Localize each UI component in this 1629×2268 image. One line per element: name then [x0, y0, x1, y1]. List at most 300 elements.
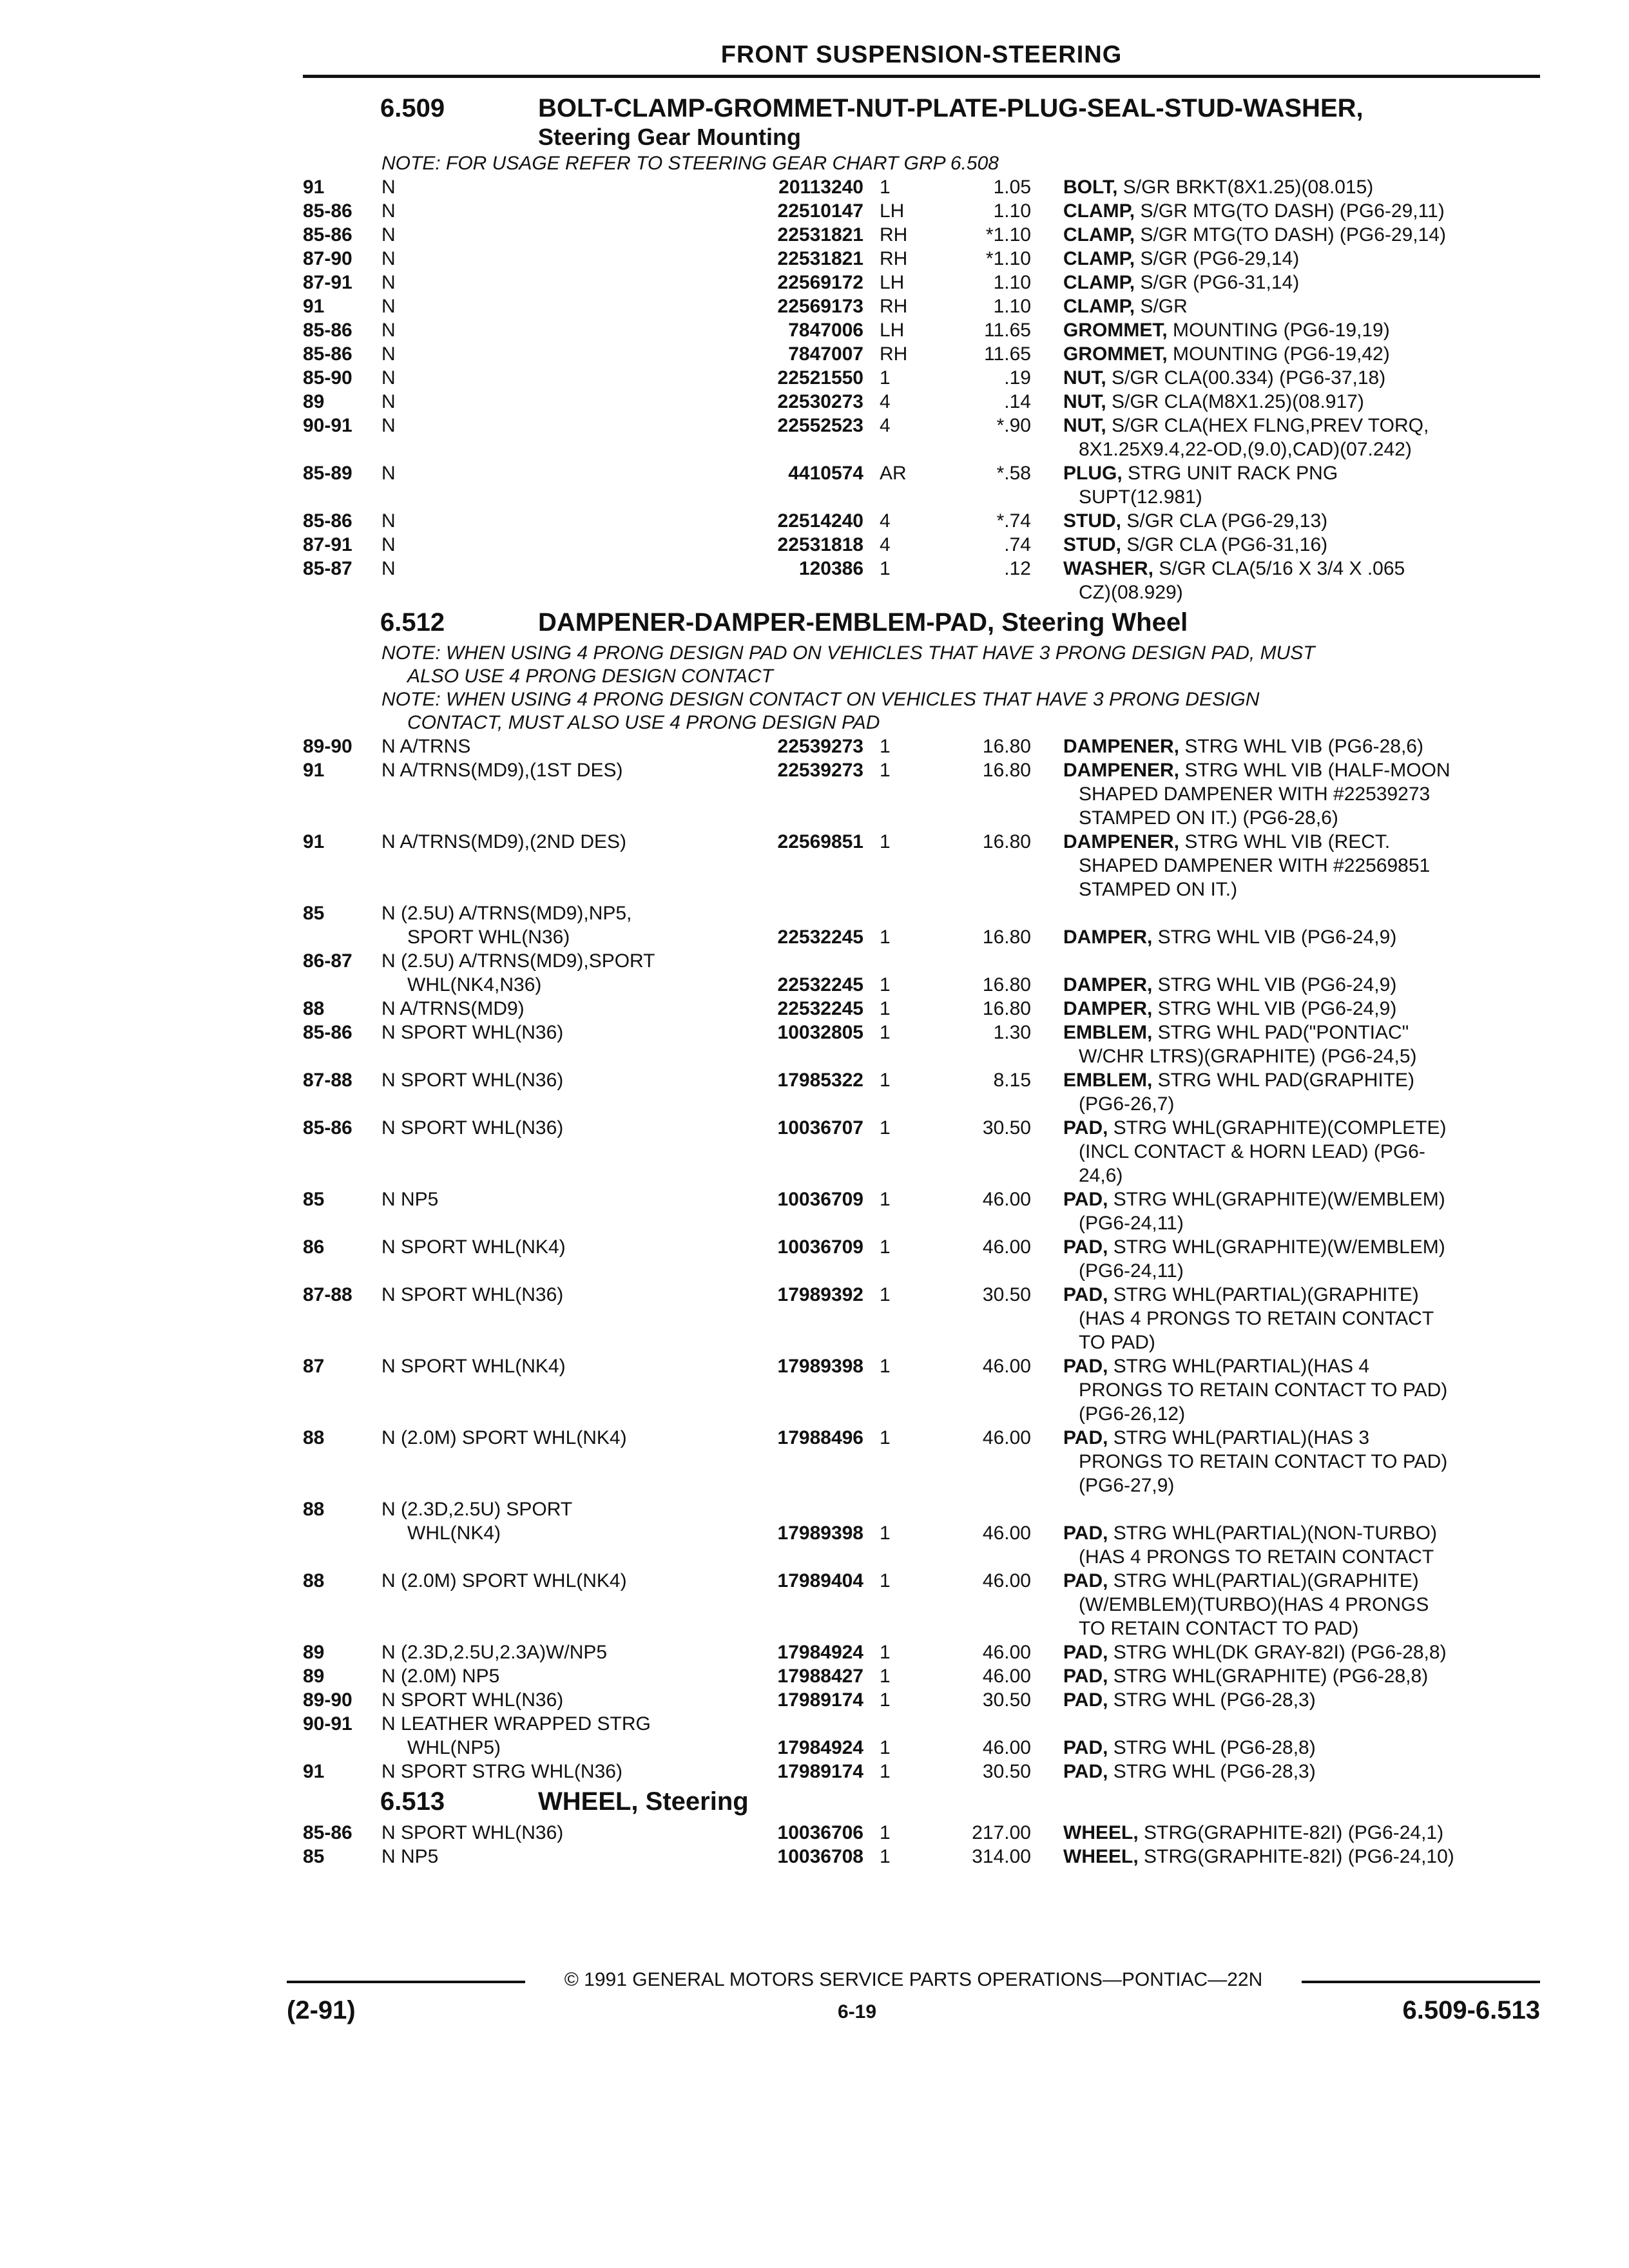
part-description-text: 24,6)	[1079, 1165, 1123, 1186]
part-keyword: CLAMP,	[1063, 200, 1135, 222]
part-description	[1063, 366, 1547, 390]
part-number: 17989404	[777, 1570, 863, 1591]
part-row-continuation	[303, 1211, 1547, 1235]
model-years: 89	[303, 391, 325, 412]
part-description	[1063, 1760, 1547, 1783]
section-note	[381, 152, 1548, 175]
quantity: 4	[880, 415, 891, 436]
usage-text: N SPORT WHL(N36)	[381, 1822, 564, 1843]
model-years: 89-90	[303, 1689, 352, 1711]
price: 16.80	[982, 831, 1031, 852]
part-keyword: CLAMP,	[1063, 224, 1135, 245]
part-keyword: GROMMET,	[1063, 320, 1168, 341]
model-years: 87-91	[303, 272, 352, 293]
part-description	[1063, 1426, 1547, 1450]
part-description-text: STAMPED ON IT.)	[1079, 879, 1238, 900]
part-description	[1063, 557, 1547, 581]
part-keyword: PAD,	[1063, 1666, 1108, 1687]
usage-text: N SPORT WHL(N36)	[381, 1022, 564, 1043]
usage-text: N (2.0M) SPORT WHL(NK4)	[381, 1427, 627, 1448]
section-number: 6.509	[380, 94, 445, 122]
part-row-continuation	[303, 1545, 1547, 1569]
part-number: 17989174	[777, 1761, 863, 1782]
part-description	[1063, 1211, 1547, 1235]
part-description-text: STRG WHL VIB (RECT.	[1179, 831, 1391, 852]
footer-page-number: 6-19	[838, 2001, 877, 2023]
usage-text: N SPORT WHL(N36)	[381, 1117, 564, 1139]
quantity: 1	[880, 998, 891, 1019]
part-description-text: STRG WHL(PARTIAL)(GRAPHITE)	[1108, 1284, 1419, 1305]
quantity: 1	[880, 1427, 891, 1448]
part-description	[1063, 199, 1547, 223]
model-years: 87-88	[303, 1284, 352, 1305]
model-years: 89	[303, 1642, 325, 1663]
part-number: 22531821	[777, 224, 863, 245]
price: 217.00	[972, 1822, 1031, 1843]
part-description	[1063, 854, 1547, 878]
part-description-text: S/GR CLA (PG6-31,16)	[1121, 534, 1328, 555]
section-number: 6.513	[380, 1787, 445, 1816]
quantity: 1	[880, 1523, 891, 1544]
part-row-continuation	[303, 1593, 1547, 1617]
part-number: 22532245	[777, 927, 863, 948]
part-keyword: STUD,	[1063, 534, 1121, 555]
price: 46.00	[982, 1427, 1031, 1448]
price: 1.05	[993, 177, 1031, 198]
part-description-text: STRG WHL VIB (PG6-24,9)	[1152, 998, 1397, 1019]
part-keyword: WASHER,	[1063, 558, 1154, 579]
part-description	[1063, 533, 1547, 557]
part-description	[1063, 1092, 1547, 1116]
price: 1.10	[993, 272, 1031, 293]
part-description	[1063, 1164, 1547, 1187]
part-description	[1063, 1450, 1547, 1474]
usage-text: N	[381, 534, 396, 555]
part-description	[1063, 1821, 1547, 1845]
part-description-text: (PG6-27,9)	[1079, 1475, 1175, 1496]
part-description	[1063, 485, 1547, 509]
price: 16.80	[982, 998, 1031, 1019]
usage-text: N SPORT WHL(NK4)	[381, 1356, 566, 1377]
usage-text: WHL(NK4)	[407, 1523, 501, 1544]
quantity: RH	[880, 343, 908, 365]
note-line: NOTE: WHEN USING 4 PRONG DESIGN CONTACT ON VEHICLES THAT HAVE 3 PRONG DESIGN	[381, 689, 1260, 710]
part-keyword: DAMPENER,	[1063, 736, 1180, 757]
part-description-text: S/GR CLA(5/16 X 3/4 X .065	[1153, 558, 1405, 579]
part-description	[1063, 782, 1547, 806]
part-description-text: STRG WHL(DK GRAY-82I) (PG6-28,8)	[1108, 1642, 1447, 1663]
price: 16.80	[982, 736, 1031, 757]
usage-text: N NP5	[381, 1189, 439, 1210]
part-row	[303, 1688, 1547, 1712]
part-description-text: STRG(GRAPHITE-82I) (PG6-24,1)	[1138, 1822, 1444, 1843]
part-number: 22521550	[777, 367, 863, 389]
part-description	[1063, 461, 1547, 485]
part-row	[303, 1021, 1547, 1044]
quantity: AR	[880, 463, 907, 484]
part-row-continuation	[303, 1164, 1547, 1187]
quantity: 4	[880, 534, 891, 555]
price: 30.50	[982, 1761, 1031, 1782]
part-number: 22569172	[777, 272, 863, 293]
price: 11.65	[984, 343, 1031, 365]
model-years: 85-86	[303, 200, 352, 222]
part-row-continuation	[303, 854, 1547, 878]
quantity: 1	[880, 367, 891, 389]
part-row	[303, 1354, 1547, 1378]
quantity: 1	[880, 1666, 891, 1687]
part-row	[303, 1068, 1547, 1092]
part-row	[303, 1497, 1547, 1521]
part-description-text: (INCL CONTACT & HORN LEAD) (PG6-	[1079, 1141, 1425, 1162]
quantity: 1	[880, 1846, 891, 1867]
part-keyword: PAD,	[1063, 1189, 1108, 1210]
quantity: RH	[880, 296, 908, 317]
part-row	[303, 294, 1547, 318]
quantity: 1	[880, 831, 891, 852]
part-description-text: (PG6-24,11)	[1079, 1260, 1184, 1282]
part-description	[1063, 581, 1547, 604]
part-row	[303, 830, 1547, 854]
part-description-text: STRG WHL(PARTIAL)(NON-TURBO)	[1108, 1523, 1438, 1544]
part-row	[303, 1426, 1547, 1450]
part-description	[1063, 1021, 1547, 1044]
part-description	[1063, 1116, 1547, 1140]
part-row	[303, 509, 1547, 533]
model-years: 85-87	[303, 558, 352, 579]
usage-text: N	[381, 200, 396, 222]
part-description	[1063, 1354, 1547, 1378]
part-number: 17985322	[777, 1070, 863, 1091]
price: *.58	[996, 463, 1031, 484]
part-description-text: S/GR MTG(TO DASH) (PG6-29,14)	[1135, 224, 1446, 245]
model-years: 85-86	[303, 510, 352, 532]
part-description	[1063, 1688, 1547, 1712]
part-description	[1063, 271, 1547, 294]
part-description-text: S/GR (PG6-29,14)	[1135, 248, 1300, 269]
model-years: 85	[303, 903, 325, 924]
part-number: 10032805	[777, 1022, 863, 1043]
quantity: 1	[880, 1761, 891, 1782]
part-description-text: (PG6-24,11)	[1079, 1213, 1184, 1234]
part-number: 22510147	[777, 200, 863, 222]
usage-text: N (2.0M) NP5	[381, 1666, 500, 1687]
part-description	[1063, 806, 1547, 830]
part-description	[1063, 1068, 1547, 1092]
part-keyword: PAD,	[1063, 1236, 1108, 1258]
part-row	[303, 1283, 1547, 1307]
note-line: ALSO USE 4 PRONG DESIGN CONTACT	[407, 666, 773, 687]
quantity: 1	[880, 974, 891, 995]
quantity: LH	[880, 320, 905, 341]
section-title: WHEEL, Steering	[538, 1787, 749, 1816]
part-description-text: CZ)(08.929)	[1079, 582, 1183, 603]
usage-text: N SPORT WHL(N36)	[381, 1689, 564, 1711]
part-description	[1063, 1331, 1547, 1354]
part-description	[1063, 1283, 1547, 1307]
quantity: 1	[880, 927, 891, 948]
quantity: 1	[880, 1070, 891, 1091]
usage-text: N (2.0M) SPORT WHL(NK4)	[381, 1570, 627, 1591]
part-description	[1063, 1736, 1547, 1760]
part-keyword: WHEEL,	[1063, 1846, 1139, 1867]
part-keyword: EMBLEM,	[1063, 1022, 1153, 1043]
part-keyword: PAD,	[1063, 1356, 1108, 1377]
part-keyword: CLAMP,	[1063, 296, 1135, 317]
part-number: 17984924	[777, 1642, 863, 1663]
usage-text: N SPORT WHL(N36)	[381, 1070, 564, 1091]
part-description-text: S/GR CLA(00.334) (PG6-37,18)	[1106, 367, 1386, 389]
part-description-text: STAMPED ON IT.) (PG6-28,6)	[1079, 807, 1338, 829]
part-description-text: STRG(GRAPHITE-82I) (PG6-24,10)	[1138, 1846, 1454, 1867]
part-row-continuation	[303, 1044, 1547, 1068]
part-description	[1063, 1044, 1547, 1068]
part-description-text: STRG WHL(GRAPHITE) (PG6-28,8)	[1108, 1666, 1429, 1687]
part-description-text: STRG WHL PAD("PONTIAC"	[1152, 1022, 1409, 1043]
usage-text: N SPORT WHL(N36)	[381, 1284, 564, 1305]
model-years: 85	[303, 1846, 325, 1867]
model-years: 90-91	[303, 1713, 352, 1735]
part-description-text: SUPT(12.981)	[1079, 486, 1202, 508]
part-row	[303, 901, 1547, 925]
part-description	[1063, 1569, 1547, 1593]
part-description	[1063, 735, 1547, 758]
part-description-text: (HAS 4 PRONGS TO RETAIN CONTACT	[1079, 1308, 1434, 1329]
usage-text: N (2.5U) A/TRNS(MD9),SPORT	[381, 950, 655, 972]
part-row	[303, 997, 1547, 1021]
quantity: 1	[880, 1737, 891, 1758]
part-number: 17984924	[777, 1737, 863, 1758]
part-description	[1063, 1402, 1547, 1426]
part-description	[1063, 1664, 1547, 1688]
part-row-continuation	[303, 1092, 1547, 1116]
model-years: 88	[303, 998, 325, 1019]
part-description	[1063, 1617, 1547, 1640]
part-row-continuation	[303, 806, 1547, 830]
part-number: 17989174	[777, 1689, 863, 1711]
part-row-continuation	[303, 1474, 1547, 1497]
price: .14	[1004, 391, 1031, 412]
price: 46.00	[982, 1737, 1031, 1758]
part-description-text: S/GR CLA(M8X1.25)(08.917)	[1106, 391, 1364, 412]
usage-text: N A/TRNS(MD9)	[381, 998, 525, 1019]
part-number: 17989398	[777, 1356, 863, 1377]
part-keyword: GROMMET,	[1063, 343, 1168, 365]
part-description	[1063, 318, 1547, 342]
part-row-continuation	[303, 1331, 1547, 1354]
model-years: 85-86	[303, 224, 352, 245]
quantity: 1	[880, 1689, 891, 1711]
part-row-continuation	[303, 1259, 1547, 1283]
part-description	[1063, 1521, 1547, 1545]
part-number: 10036706	[777, 1822, 863, 1843]
price: 1.10	[993, 296, 1031, 317]
part-keyword: DAMPER,	[1063, 998, 1153, 1019]
part-description-text: PRONGS TO RETAIN CONTACT TO PAD)	[1079, 1451, 1448, 1472]
part-row	[303, 318, 1547, 342]
section-heading	[303, 94, 1547, 128]
price: 11.65	[984, 320, 1031, 341]
header-rule	[303, 75, 1540, 78]
price: *.74	[996, 510, 1031, 532]
part-row	[303, 1760, 1547, 1783]
part-number: 120386	[798, 558, 863, 579]
part-description-text: (PG6-26,7)	[1079, 1093, 1175, 1115]
quantity: 1	[880, 1236, 891, 1258]
part-description-text: S/GR CLA(HEX FLNG,PREV TORQ,	[1106, 415, 1429, 436]
part-row-continuation	[303, 1521, 1547, 1545]
part-description-text: STRG WHL(GRAPHITE)(W/EMBLEM)	[1108, 1189, 1445, 1210]
part-description	[1063, 390, 1547, 414]
model-years: 85	[303, 1189, 325, 1210]
model-years: 91	[303, 296, 325, 317]
part-number: 22539273	[777, 760, 863, 781]
model-years: 91	[303, 177, 325, 198]
part-number: 7847007	[788, 343, 863, 365]
footer-date: (2-91)	[287, 1996, 356, 2024]
part-row-continuation	[303, 1402, 1547, 1426]
part-row	[303, 949, 1547, 973]
section-number: 6.512	[380, 608, 445, 637]
usage-text: N	[381, 320, 396, 341]
price: 16.80	[982, 927, 1031, 948]
price: .12	[1004, 558, 1031, 579]
part-number: 10036707	[777, 1117, 863, 1139]
note-line: NOTE: FOR USAGE REFER TO STEERING GEAR CHART GRP 6.508	[381, 153, 999, 174]
model-years: 91	[303, 1761, 325, 1782]
model-years: 90-91	[303, 415, 352, 436]
part-number: 22532245	[777, 998, 863, 1019]
part-row	[303, 1712, 1547, 1736]
usage-text: N	[381, 343, 396, 365]
part-description-text: MOUNTING (PG6-19,19)	[1167, 320, 1390, 341]
part-number: 20113240	[778, 177, 863, 198]
part-keyword: PLUG,	[1063, 463, 1123, 484]
part-description	[1063, 1593, 1547, 1617]
part-description	[1063, 1845, 1547, 1869]
usage-text: N	[381, 558, 396, 579]
section-note	[381, 688, 1548, 735]
section-heading	[303, 608, 1547, 642]
footer-rule-left	[287, 1981, 525, 1983]
part-description	[1063, 1378, 1547, 1402]
model-years: 85-86	[303, 320, 352, 341]
part-description-text: (W/EMBLEM)(TURBO)(HAS 4 PRONGS	[1079, 1594, 1429, 1615]
quantity: 1	[880, 1356, 891, 1377]
part-description	[1063, 509, 1547, 533]
quantity: 1	[880, 1284, 891, 1305]
price: *1.10	[985, 224, 1031, 245]
part-keyword: CLAMP,	[1063, 248, 1135, 269]
part-row-continuation	[303, 1140, 1547, 1164]
quantity: 4	[880, 510, 891, 532]
model-years: 85-89	[303, 463, 352, 484]
usage-text: N (2.5U) A/TRNS(MD9),NP5,	[381, 903, 632, 924]
part-row	[303, 1235, 1547, 1259]
part-row	[303, 199, 1547, 223]
model-years: 85-86	[303, 1822, 352, 1843]
price: .19	[1004, 367, 1031, 389]
part-keyword: BOLT,	[1063, 177, 1118, 198]
part-row	[303, 1116, 1547, 1140]
part-description	[1063, 294, 1547, 318]
model-years: 87-90	[303, 248, 352, 269]
part-row	[303, 366, 1547, 390]
part-description-text: S/GR CLA (PG6-29,13)	[1121, 510, 1328, 532]
part-keyword: PAD,	[1063, 1737, 1108, 1758]
part-description-text: S/GR MTG(TO DASH) (PG6-29,11)	[1135, 200, 1445, 222]
part-row-continuation	[303, 1378, 1547, 1402]
part-row-continuation	[303, 1307, 1547, 1331]
parts-listing	[303, 90, 1547, 1869]
usage-text: N NP5	[381, 1846, 439, 1867]
model-years: 85-86	[303, 1117, 352, 1139]
part-description	[1063, 973, 1547, 997]
part-number: 22539273	[777, 736, 863, 757]
part-row	[303, 175, 1547, 199]
part-row-continuation	[303, 925, 1547, 949]
usage-text: N	[381, 248, 396, 269]
part-row-continuation	[303, 782, 1547, 806]
part-keyword: PAD,	[1063, 1642, 1108, 1663]
part-description-text: STRG WHL (PG6-28,3)	[1108, 1689, 1316, 1711]
part-row-continuation	[303, 1617, 1547, 1640]
usage-text: N (2.3D,2.5U,2.3A)W/NP5	[381, 1642, 608, 1663]
section-note	[381, 642, 1548, 688]
part-row	[303, 461, 1547, 485]
quantity: RH	[880, 248, 908, 269]
part-description-text: S/GR (PG6-31,14)	[1135, 272, 1300, 293]
price: 1.10	[993, 200, 1031, 222]
part-description	[1063, 342, 1547, 366]
part-row-continuation	[303, 581, 1547, 604]
usage-text: N LEATHER WRAPPED STRG	[381, 1713, 651, 1735]
part-description	[1063, 758, 1547, 782]
part-keyword: NUT,	[1063, 415, 1106, 436]
part-keyword: PAD,	[1063, 1427, 1108, 1448]
section-subtitle: Steering Gear Mounting	[538, 124, 802, 150]
usage-text: N A/TRNS(MD9),(1ST DES)	[381, 760, 623, 781]
usage-text: WHL(NK4,N36)	[407, 974, 542, 995]
part-row	[303, 223, 1547, 247]
part-row	[303, 1821, 1547, 1845]
part-description-text: STRG WHL(PARTIAL)(HAS 4	[1108, 1356, 1370, 1377]
part-keyword: DAMPER,	[1063, 927, 1153, 948]
usage-text: N	[381, 272, 396, 293]
usage-text: N (2.3D,2.5U) SPORT	[381, 1499, 573, 1520]
price: 46.00	[982, 1236, 1031, 1258]
part-number: 10036709	[777, 1189, 863, 1210]
part-row	[303, 1640, 1547, 1664]
quantity: 1	[880, 177, 891, 198]
part-number: 22531821	[777, 248, 863, 269]
quantity: LH	[880, 200, 905, 222]
part-row	[303, 1187, 1547, 1211]
part-description	[1063, 1187, 1547, 1211]
part-keyword: STUD,	[1063, 510, 1121, 532]
model-years: 89	[303, 1666, 325, 1687]
part-row	[303, 414, 1547, 437]
part-description-text: TO RETAIN CONTACT TO PAD)	[1079, 1618, 1359, 1639]
part-row	[303, 342, 1547, 366]
price: 8.15	[993, 1070, 1031, 1091]
part-keyword: PAD,	[1063, 1689, 1108, 1711]
part-row-continuation	[303, 1450, 1547, 1474]
part-row-continuation	[303, 437, 1547, 461]
part-description	[1063, 1140, 1547, 1164]
part-description	[1063, 878, 1547, 901]
price: 30.50	[982, 1117, 1031, 1139]
